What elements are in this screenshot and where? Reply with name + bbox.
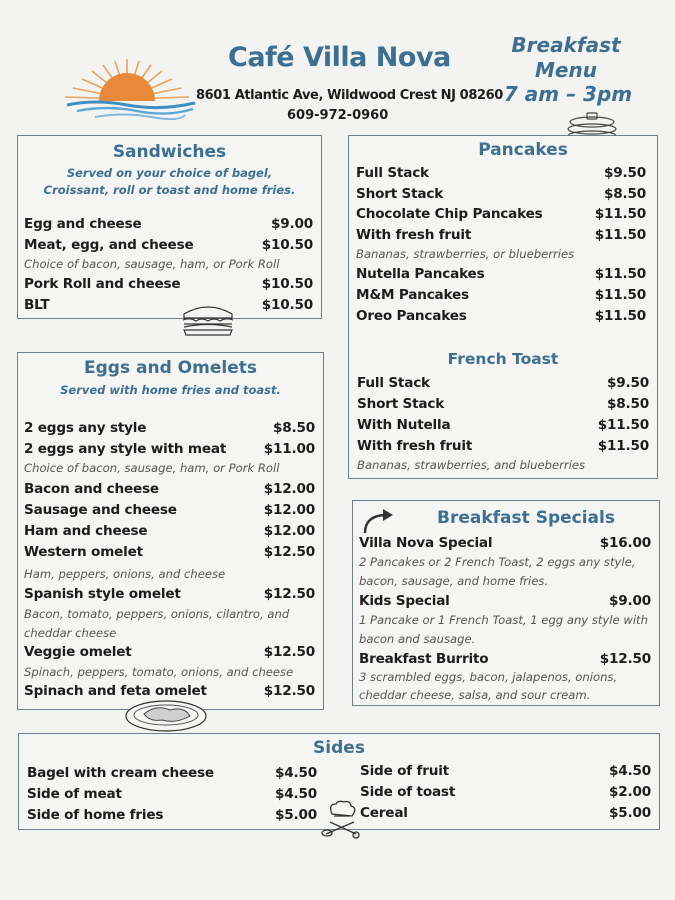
chef-whisk-icon <box>318 800 364 840</box>
menu-item <box>24 523 315 539</box>
menu-item <box>24 544 315 560</box>
sandwiches-section <box>17 135 322 319</box>
item-name: Oreo Pancakes <box>356 308 467 324</box>
item-price: $5.00 <box>609 805 651 821</box>
item-name: Side of meat <box>27 786 122 802</box>
item-price: $16.00 <box>599 535 651 551</box>
cafe-name: Café Villa Nova <box>228 42 451 73</box>
menu-item <box>359 535 651 551</box>
item-note: Spinach, peppers, tomato, onions, and cheese <box>24 665 294 679</box>
menu-heading-menu: Menu <box>535 58 597 82</box>
cafe-phone: 609-972-0960 <box>287 108 389 123</box>
menu-item <box>24 420 315 436</box>
item-price: $10.50 <box>261 276 313 292</box>
item-price: $4.50 <box>275 765 317 781</box>
eggs-omelets-section <box>17 352 324 710</box>
menu-item <box>24 586 315 602</box>
menu-item <box>357 375 649 391</box>
item-name: Cereal <box>360 805 408 821</box>
item-name: Nutella Pancakes <box>356 266 485 282</box>
item-note: Choice of bacon, sausage, ham, or Pork Roll <box>24 257 280 271</box>
menu-item <box>359 593 651 609</box>
omelet-plate-icon <box>124 698 208 734</box>
item-price: $11.00 <box>263 441 315 457</box>
item-note: bacon and sausage. <box>359 632 476 646</box>
sunrise-logo-icon <box>55 55 200 127</box>
item-price: $9.00 <box>609 593 651 609</box>
menu-item <box>359 651 651 667</box>
menu-item <box>24 683 315 699</box>
item-note: 1 Pancake or 1 French Toast, 1 egg any style with <box>359 613 648 627</box>
menu-heading-breakfast: Breakfast <box>511 33 621 57</box>
item-price: $4.50 <box>609 763 651 779</box>
section-title: Sandwiches <box>112 142 227 162</box>
item-name: Chocolate Chip Pancakes <box>356 206 543 222</box>
menu-item <box>24 644 315 660</box>
item-note: Bacon, tomato, peppers, onions, cilantro, and <box>24 607 290 621</box>
item-note: Choice of bacon, sausage, ham, or Pork Roll <box>24 461 280 475</box>
item-name: Short Stack <box>357 396 445 412</box>
item-name: Ham and cheese <box>24 523 148 539</box>
item-price: $11.50 <box>594 308 646 324</box>
item-price: $12.50 <box>263 544 315 560</box>
item-price: $12.00 <box>263 523 315 539</box>
item-price: $9.50 <box>604 165 646 181</box>
item-name: BLT <box>24 297 50 313</box>
item-name: Meat, egg, and cheese <box>24 237 194 253</box>
item-name: With Nutella <box>357 417 451 433</box>
item-name: Kids Special <box>359 593 450 609</box>
item-price: $8.50 <box>604 186 646 202</box>
section-subtitle: Served with home fries and toast. <box>60 383 281 397</box>
menu-item <box>24 276 313 292</box>
item-name: With fresh fruit <box>357 438 473 454</box>
item-name: Bacon and cheese <box>24 481 159 497</box>
item-note: 3 scrambled eggs, bacon, jalapenos, onions, <box>359 670 618 684</box>
section-title: Pancakes <box>478 140 568 160</box>
item-price: $12.50 <box>263 586 315 602</box>
item-price: $12.50 <box>263 683 315 699</box>
menu-item <box>356 308 646 324</box>
menu-item <box>356 266 646 282</box>
item-name: 2 eggs any style with meat <box>24 441 227 457</box>
item-note: Ham, peppers, onions, and cheese <box>24 567 226 581</box>
item-name: Side of toast <box>360 784 456 800</box>
menu-item <box>356 165 646 181</box>
item-price: $12.00 <box>263 502 315 518</box>
section-subtitle: Croissant, roll or toast and home fries. <box>43 183 296 197</box>
item-price: $11.50 <box>594 227 646 243</box>
menu-item <box>356 206 646 222</box>
menu-item <box>360 784 651 800</box>
section-title: Breakfast Specials <box>437 508 615 528</box>
item-price: $4.50 <box>275 786 317 802</box>
item-note: Bananas, strawberries, and blueberries <box>357 458 586 472</box>
item-name: Full Stack <box>357 375 430 391</box>
item-name: M&M Pancakes <box>356 287 469 303</box>
hours: 7 am – 3pm <box>503 82 633 106</box>
breakfast-specials-section <box>352 500 660 706</box>
item-price: $12.50 <box>263 644 315 660</box>
menu-item <box>24 297 313 313</box>
item-name: Spinach and feta omelet <box>24 683 207 699</box>
item-name: Full Stack <box>356 165 429 181</box>
item-name: Pork Roll and cheese <box>24 276 181 292</box>
menu-item <box>24 237 313 253</box>
item-note: 2 Pancakes or 2 French Toast, 2 eggs any style, <box>359 555 636 569</box>
item-price: $5.00 <box>275 807 317 823</box>
item-price: $2.00 <box>609 784 651 800</box>
item-name: Side of home fries <box>27 807 164 823</box>
menu-item <box>356 186 646 202</box>
section-subtitle: Served on your choice of bagel, <box>66 166 273 180</box>
menu-item <box>357 396 649 412</box>
menu-item <box>24 441 315 457</box>
item-price: $10.50 <box>261 297 313 313</box>
item-name: Veggie omelet <box>24 644 132 660</box>
menu-item <box>27 786 317 802</box>
menu-item <box>357 417 649 433</box>
item-note: cheddar cheese <box>24 626 117 640</box>
menu-item <box>24 216 313 232</box>
item-note: bacon, sausage, and home fries. <box>359 574 549 588</box>
item-name: Breakfast Burrito <box>359 651 489 667</box>
item-name: Villa Nova Special <box>359 535 493 551</box>
item-price: $11.50 <box>597 438 649 454</box>
menu-item <box>24 481 315 497</box>
item-note: cheddar cheese, salsa, and sour cream. <box>359 688 591 702</box>
item-price: $8.50 <box>607 396 649 412</box>
item-price: $11.50 <box>594 287 646 303</box>
item-price: $11.50 <box>594 206 646 222</box>
item-name: Short Stack <box>356 186 444 202</box>
menu-item <box>360 763 651 779</box>
item-name: Sausage and cheese <box>24 502 177 518</box>
item-price: $11.50 <box>597 417 649 433</box>
cafe-address: 8601 Atlantic Ave, Wildwood Crest NJ 08260 <box>196 88 503 103</box>
item-name: Side of fruit <box>360 763 449 779</box>
section-title: Sides <box>313 738 365 758</box>
item-price: $9.00 <box>271 216 313 232</box>
item-name: With fresh fruit <box>356 227 472 243</box>
menu-item <box>27 765 317 781</box>
item-price: $10.50 <box>261 237 313 253</box>
item-price: $8.50 <box>273 420 315 436</box>
item-price: $12.00 <box>263 481 315 497</box>
menu-item <box>356 287 646 303</box>
section-title: French Toast <box>447 350 559 368</box>
menu-item <box>24 502 315 518</box>
item-name: Egg and cheese <box>24 216 142 232</box>
section-title: Eggs and Omelets <box>84 358 257 378</box>
menu-item <box>360 805 651 821</box>
item-price: $11.50 <box>594 266 646 282</box>
pancakes-french-toast-section <box>348 135 658 479</box>
menu-item <box>27 807 317 823</box>
menu-item <box>356 227 646 243</box>
item-price: $9.50 <box>607 375 649 391</box>
item-name: Bagel with cream cheese <box>27 765 214 781</box>
item-price: $12.50 <box>599 651 651 667</box>
item-name: 2 eggs any style <box>24 420 147 436</box>
item-note: Bananas, strawberries, or blueberries <box>356 247 575 261</box>
sandwich-icon <box>180 300 236 338</box>
item-name: Western omelet <box>24 544 143 560</box>
menu-item <box>357 438 649 454</box>
item-name: Spanish style omelet <box>24 586 181 602</box>
